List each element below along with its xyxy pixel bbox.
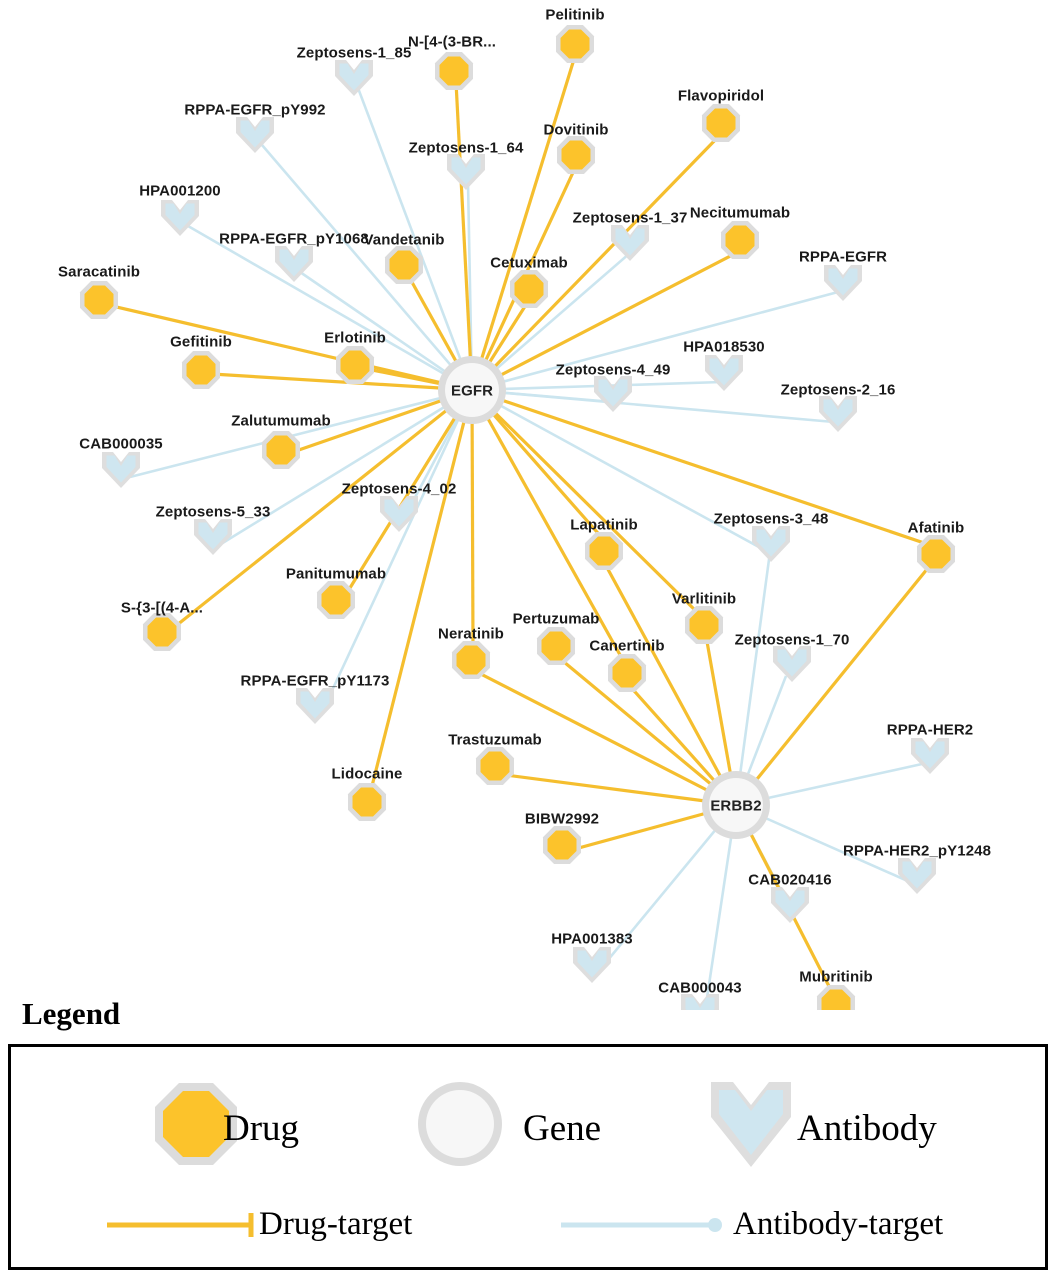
drug-label-vandetanib: Vandetanib	[363, 231, 445, 249]
legend-label-antibody-target: Antibody-target	[733, 1206, 944, 1242]
antibody-label-zeptosens-1-64: Zeptosens-1_64	[408, 139, 524, 157]
drug-label-neratinib: Neratinib	[438, 625, 504, 643]
drug-label-afatinib: Afatinib	[907, 519, 965, 537]
antibody-label-hpa001200: HPA001200	[139, 182, 221, 200]
legend-gene-icon	[418, 1082, 502, 1166]
drug-label-zalutumumab: Zalutumumab	[231, 412, 331, 430]
antibody-label-zeptosens-1-37: Zeptosens-1_37	[572, 209, 688, 227]
antibody-label-zeptosens-4-49: Zeptosens-4_49	[555, 361, 671, 379]
antibody-label-rppa-egfr-py992: RPPA-EGFR_pY992	[184, 101, 326, 119]
antibody-label-zeptosens-1-85: Zeptosens-1_85	[296, 44, 412, 62]
drug-label-dovitinib: Dovitinib	[543, 121, 609, 139]
legend-antibody-icon	[711, 1082, 791, 1167]
legend-title: Legend	[22, 996, 121, 1031]
drug-label-canertinib: Canertinib	[589, 637, 665, 655]
antibody-label-rppa-egfr-py1068: RPPA-EGFR_pY1068	[219, 230, 369, 248]
antibody-label-rppa-her2: RPPA-HER2	[886, 721, 974, 739]
drug-label-flavopiridol: Flavopiridol	[677, 87, 765, 105]
legend-label-drug-target: Drug-target	[259, 1206, 413, 1242]
drug-label-pelitinib: Pelitinib	[545, 6, 605, 24]
antibody-label-zeptosens-2-16: Zeptosens-2_16	[780, 381, 896, 399]
antibody-label-rppa-egfr-py1173: RPPA-EGFR_pY1173	[240, 672, 390, 690]
antibody-label-rppa-her2-py1248: RPPA-HER2_pY1248	[842, 842, 992, 860]
gene-label-egfr: EGFR	[450, 382, 494, 400]
legend-box	[8, 1044, 1048, 1270]
drug-label-varlitinib: Varlitinib	[671, 590, 737, 608]
drug-label-s-3-4-a: S-{3-[(4-A...	[120, 599, 204, 617]
drug-label-lidocaine: Lidocaine	[331, 765, 403, 783]
legend-antibody-target-line	[561, 1218, 722, 1232]
antibody-label-zeptosens-4-02: Zeptosens-4_02	[341, 480, 457, 498]
antibody-label-hpa001383: HPA001383	[551, 930, 633, 948]
antibody-label-zeptosens-3-48: Zeptosens-3_48	[713, 510, 829, 528]
drug-label-saracatinib: Saracatinib	[58, 263, 140, 281]
drug-label-n-4-3-br: N-[4-(3-BR...	[408, 33, 496, 51]
legend-label-gene: Gene	[523, 1108, 602, 1149]
drug-label-cetuximab: Cetuximab	[490, 254, 568, 272]
drug-label-bibw2992: BIBW2992	[524, 810, 600, 828]
drug-label-erlotinib: Erlotinib	[324, 329, 386, 347]
drug-label-panitumumab: Panitumumab	[285, 565, 387, 583]
antibody-label-zeptosens-1-70: Zeptosens-1_70	[734, 631, 850, 649]
antibody-label-zeptosens-5-33: Zeptosens-5_33	[155, 503, 271, 521]
drug-label-mubritinib: Mubritinib	[799, 968, 873, 986]
antibody-label-rppa-egfr: RPPA-EGFR	[798, 248, 888, 266]
drug-label-gefitinib: Gefitinib	[170, 333, 232, 351]
drug-label-trastuzumab: Trastuzumab	[448, 731, 542, 749]
legend-label-drug: Drug	[223, 1108, 300, 1149]
drug-label-lapatinib: Lapatinib	[570, 516, 638, 534]
legend-drug-target-line	[107, 1213, 251, 1237]
antibody-label-cab020416: CAB020416	[748, 871, 832, 889]
antibody-label-cab000035: CAB000035	[79, 435, 163, 453]
drug-label-pertuzumab: Pertuzumab	[512, 610, 600, 628]
gene-label-erbb2: ERBB2	[710, 797, 762, 815]
legend-label-antibody: Antibody	[797, 1108, 937, 1149]
antibody-label-cab000043: CAB000043	[658, 979, 742, 997]
antibody-label-hpa018530: HPA018530	[683, 338, 765, 356]
drug-label-necitumumab: Necitumumab	[689, 204, 791, 222]
antibody-nodes	[102, 60, 949, 1010]
